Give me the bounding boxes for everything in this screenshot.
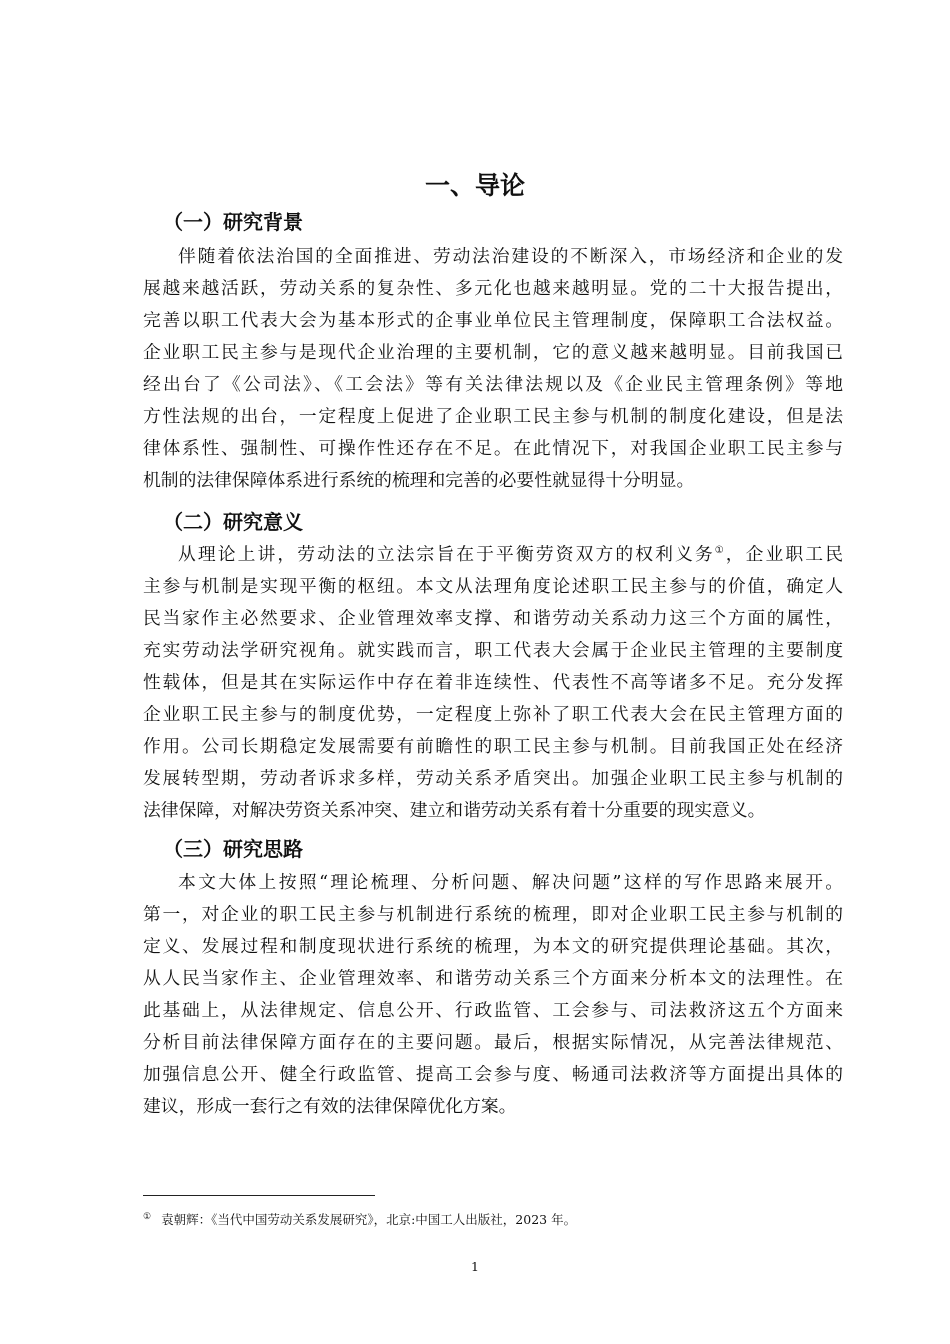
paragraph-line: 第一，对企业的职工民主参与机制进行系统的梳理，即对企业职工民主参与机制的 [143, 904, 843, 925]
footnote-divider [143, 1195, 375, 1196]
paragraph-line: 建议，形成一套行之有效的法律保障优化方案。 [143, 1096, 517, 1117]
paragraph-line: 完善以职工代表大会为基本形式的企事业单位民主管理制度，保障职工合法权益。 [143, 310, 843, 331]
paragraph-background [143, 241, 843, 497]
footnote [143, 1210, 843, 1230]
paragraph-line: 展越来越活跃，劳动关系的复杂性、多元化也越来越明显。党的二十大报告提出， [143, 278, 843, 299]
paragraph-line: 企业职工民主参与是现代企业治理的主要机制，它的意义越来越明显。目前我国已 [143, 342, 843, 363]
paragraph-line: 此基础上，从法律规定、信息公开、行政监管、工会参与、司法救济这五个方面来 [143, 1000, 843, 1021]
paragraph-line: 加强信息公开、健全行政监管、提高工会参与度、畅通司法救济等方面提出具体的 [143, 1064, 843, 1085]
chapter-title: 一、导论 [424, 171, 525, 200]
paragraph-text: 从理论上讲，劳动法的立法宗旨在于平衡劳资双方的权利义务 [178, 544, 715, 565]
paragraph-line: 法律保障，对解决劳资关系冲突、建立和谐劳动关系有着十分重要的现实意义。 [143, 800, 766, 821]
footnote-reference[interactable]: ① [714, 545, 726, 557]
paragraph-line-with-footnote [143, 539, 843, 571]
section-heading-approach: （三）研究思路 [163, 837, 303, 861]
paragraph-line: 分析目前法律保障方面存在的主要问题。最后，根据实际情况，从完善法律规范、 [143, 1032, 843, 1053]
paragraph-line: 民当家作主必然要求、企业管理效率支撑、和谐劳动关系动力这三个方面的属性， [143, 608, 843, 629]
section-heading-significance: （二）研究意义 [163, 510, 303, 534]
paragraph-approach [143, 867, 843, 1123]
paragraph-line: 作用。公司长期稳定发展需要有前瞻性的职工民主参与机制。目前我国正处在经济 [143, 736, 843, 757]
paragraph-line: 发展转型期，劳动者诉求多样，劳动关系矛盾突出。加强企业职工民主参与机制的 [143, 768, 843, 789]
paragraph-line: 性载体，但是其在实际运作中存在着非连续性、代表性不高等诸多不足。充分发挥 [143, 672, 843, 693]
page-number: 1 [471, 1259, 479, 1274]
paragraph-line: 企业职工民主参与的制度优势，一定程度上弥补了职工代表大会在民主管理方面的 [143, 704, 843, 725]
paragraph-line: 本文大体上按照“理论梳理、分析问题、解决问题”这样的写作思路来展开。 [178, 872, 843, 893]
paragraph-line: 定义、发展过程和制度现状进行系统的梳理，为本文的研究提供理论基础。其次， [143, 936, 843, 957]
paragraph-significance [143, 539, 843, 827]
paragraph-line: 律体系性、强制性、可操作性还存在不足。在此情况下，对我国企业职工民主参与 [143, 438, 843, 459]
footnote-text: 袁朝辉：《当代中国劳动关系发展研究》，北京:中国工人出版社，2023 年。 [161, 1212, 577, 1227]
paragraph-line: 伴随着依法治国的全面推进、劳动法治建设的不断深入，市场经济和企业的发 [178, 246, 843, 267]
paragraph-line: 经出台了《公司法》、《工会法》等有关法律法规以及《企业民主管理条例》等地 [143, 374, 843, 395]
paragraph-line: 从人民当家作主、企业管理效率、和谐劳动关系三个方面来分析本文的法理性。在 [143, 968, 843, 989]
footnote-mark: ① [143, 1211, 152, 1222]
paragraph-line: 主参与机制是实现平衡的枢纽。本文从法理角度论述职工民主参与的价值，确定人 [143, 576, 843, 597]
paragraph-line: 机制的法律保障体系进行系统的梳理和完善的必要性就显得十分明显。 [143, 470, 695, 491]
paragraph-text: ，企业职工民 [725, 544, 843, 565]
paragraph-line: 方性法规的出台，一定程度上促进了企业职工民主参与机制的制度化建设，但是法 [143, 406, 843, 427]
section-heading-background: （一）研究背景 [163, 210, 303, 234]
paragraph-line: 充实劳动法学研究视角。就实践而言，职工代表大会属于企业民主管理的主要制度 [143, 640, 843, 661]
